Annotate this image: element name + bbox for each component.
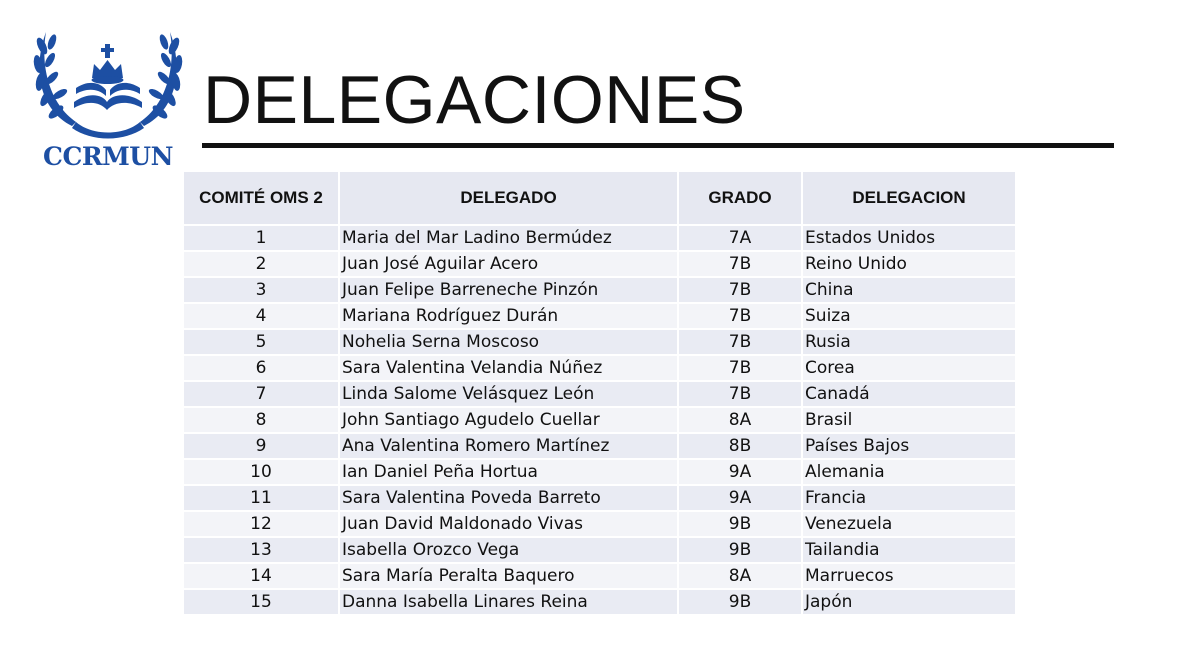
grade: 9B: [678, 589, 802, 615]
grade: 9B: [678, 511, 802, 537]
table-row: [184, 355, 1016, 381]
row-number: 8: [184, 407, 339, 433]
delegate-name: Sara Valentina Velandia Núñez: [339, 355, 678, 381]
row-number: 14: [184, 563, 339, 589]
table-row: [184, 303, 1016, 329]
row-number: 13: [184, 537, 339, 563]
row-number: 11: [184, 485, 339, 511]
table-row: [184, 407, 1016, 433]
delegation: Suiza: [802, 303, 1016, 329]
row-number: 7: [184, 381, 339, 407]
table-row: [184, 511, 1016, 537]
delegate-name: Isabella Orozco Vega: [339, 537, 678, 563]
delegation: Corea: [802, 355, 1016, 381]
delegation: Estados Unidos: [802, 225, 1016, 251]
header-grado: GRADO: [678, 172, 802, 225]
grade: 7B: [678, 303, 802, 329]
delegation: Brasil: [802, 407, 1016, 433]
row-number: 1: [184, 225, 339, 251]
delegate-name: John Santiago Agudelo Cuellar: [339, 407, 678, 433]
row-number: 12: [184, 511, 339, 537]
delegation: Reino Unido: [802, 251, 1016, 277]
table-row: [184, 485, 1016, 511]
delegate-name: Juan José Aguilar Acero: [339, 251, 678, 277]
delegate-name: Sara Valentina Poveda Barreto: [339, 485, 678, 511]
delegate-name: Linda Salome Velásquez León: [339, 381, 678, 407]
delegate-name: Juan Felipe Barreneche Pinzón: [339, 277, 678, 303]
logo-text: CCRMUN: [43, 142, 173, 171]
table-row: [184, 433, 1016, 459]
table-row: [184, 277, 1016, 303]
table-row: [184, 329, 1016, 355]
page-title: DELEGACIONES: [203, 62, 746, 138]
table-row: [184, 381, 1016, 407]
delegate-name: Sara María Peralta Baquero: [339, 563, 678, 589]
table-row: [184, 537, 1016, 563]
delegation: China: [802, 277, 1016, 303]
table-row: [184, 589, 1016, 615]
header-comite: COMITÉ OMS 2: [184, 172, 339, 225]
delegation: Alemania: [802, 459, 1016, 485]
delegate-name: Ian Daniel Peña Hortua: [339, 459, 678, 485]
grade: 7A: [678, 225, 802, 251]
grade: 7B: [678, 329, 802, 355]
row-number: 6: [184, 355, 339, 381]
delegation: Marruecos: [802, 563, 1016, 589]
grade: 7B: [678, 277, 802, 303]
table-row: [184, 459, 1016, 485]
ccrmun-logo: [32, 18, 184, 174]
table-row: [184, 563, 1016, 589]
row-number: 10: [184, 459, 339, 485]
delegation: Francia: [802, 485, 1016, 511]
delegation: Tailandia: [802, 537, 1016, 563]
row-number: 2: [184, 251, 339, 277]
row-number: 9: [184, 433, 339, 459]
delegate-name: Danna Isabella Linares Reina: [339, 589, 678, 615]
title-underline: [202, 143, 1114, 148]
grade: 9A: [678, 459, 802, 485]
delegate-name: Nohelia Serna Moscoso: [339, 329, 678, 355]
header-delegado: DELEGADO: [339, 172, 678, 225]
delegate-name: Maria del Mar Ladino Bermúdez: [339, 225, 678, 251]
table-header-row: [184, 172, 1016, 225]
row-number: 4: [184, 303, 339, 329]
table-row: [184, 225, 1016, 251]
delegate-name: Juan David Maldonado Vivas: [339, 511, 678, 537]
delegation: Países Bajos: [802, 433, 1016, 459]
delegation: Canadá: [802, 381, 1016, 407]
row-number: 5: [184, 329, 339, 355]
grade: 7B: [678, 355, 802, 381]
delegation: Venezuela: [802, 511, 1016, 537]
grade: 9B: [678, 537, 802, 563]
grade: 8A: [678, 407, 802, 433]
delegate-name: Ana Valentina Romero Martínez: [339, 433, 678, 459]
header-delegacion: DELEGACION: [802, 172, 1016, 225]
grade: 8A: [678, 563, 802, 589]
row-number: 15: [184, 589, 339, 615]
grade: 7B: [678, 381, 802, 407]
table-row: [184, 251, 1016, 277]
delegations-table: [184, 172, 1017, 616]
delegate-name: Mariana Rodríguez Durán: [339, 303, 678, 329]
laurel-emblem-icon: [32, 18, 184, 142]
delegation: Rusia: [802, 329, 1016, 355]
grade: 9A: [678, 485, 802, 511]
row-number: 3: [184, 277, 339, 303]
grade: 7B: [678, 251, 802, 277]
grade: 8B: [678, 433, 802, 459]
delegation: Japón: [802, 589, 1016, 615]
